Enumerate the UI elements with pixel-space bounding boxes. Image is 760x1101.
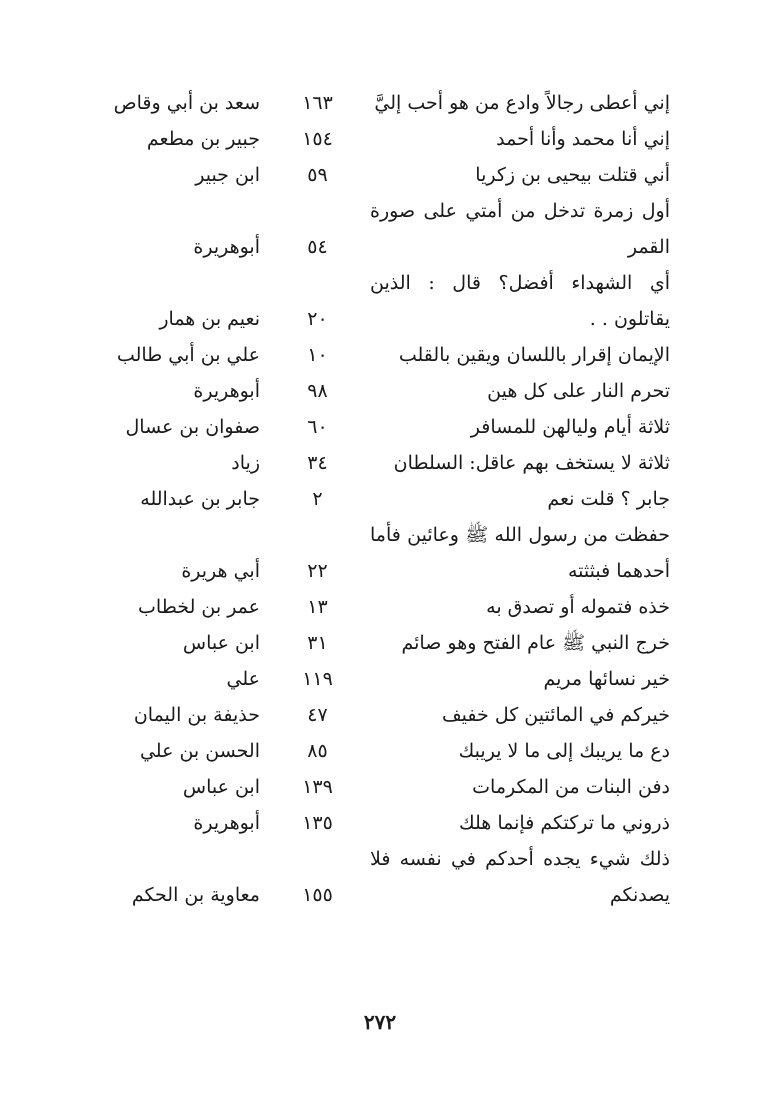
index-entry (100, 589, 670, 625)
hadith-text: ذلك شيء يجده أحدكم في نفسه فلا (370, 848, 670, 870)
hadith-text: خرج النبي ﷺ عام الفتح وهو صائم (401, 632, 670, 654)
entry-line (100, 589, 670, 625)
hadith-number: ٩٨ (307, 380, 328, 402)
hadith-number: ٤٧ (307, 704, 328, 726)
hadith-number: ١٣٥ (302, 812, 333, 834)
narrator-name: ابن عباس (182, 776, 260, 798)
hadith-text: أني قتلت بيحيى بن زكريا (475, 164, 670, 186)
hadith-number: ١١٩ (302, 668, 333, 690)
hadith-number: ٢٠ (307, 308, 328, 330)
entry-line (100, 841, 670, 877)
narrator-name: أبوهريرة (193, 236, 260, 258)
hadith-text: يصدنكم (609, 884, 670, 906)
entry-line (100, 229, 670, 265)
hadith-number: ٦٠ (307, 416, 328, 438)
hadith-number: ٣٤ (307, 452, 328, 474)
hadith-number: ٢٢ (307, 560, 328, 582)
entry-line (100, 373, 670, 409)
hadith-text: إني أعطى رجالاً وادع من هو أحب إليَّ (374, 92, 670, 114)
entry-line (100, 337, 670, 373)
index-entry (100, 769, 670, 805)
hadith-text: خير نسائها مريم (543, 668, 670, 690)
hadith-text: حفظت من رسول الله ﷺ وعائين فأما (370, 524, 670, 546)
entry-line (100, 769, 670, 805)
hadith-text: خذه فتموله أو تصدق به (486, 596, 670, 618)
hadith-number: ١٣ (307, 596, 328, 618)
hadith-text: تحرم النار على كل هين (487, 380, 670, 402)
entry-line (100, 409, 670, 445)
hadith-number: ٨٥ (307, 740, 328, 762)
hadith-text: يقاتلون . . (589, 308, 670, 330)
narrator-name: علي (226, 668, 260, 690)
hadith-text: دع ما يريبك إلى ما لا يريبك (458, 740, 670, 762)
index-entry (100, 445, 670, 481)
narrator-name: أبوهريرة (193, 380, 260, 402)
index-entry (100, 85, 670, 121)
entry-line (100, 553, 670, 589)
entry-line (100, 121, 670, 157)
hadith-number: ١٥٤ (302, 128, 333, 150)
index-entry (100, 121, 670, 157)
narrator-name: ابن عباس (182, 632, 260, 654)
hadith-text: ثلاثة لا يستخف بهم عاقل: السلطان (393, 452, 670, 474)
index-entry (100, 265, 670, 337)
entry-line (100, 193, 670, 229)
narrator-name: جبير بن مطعم (146, 128, 260, 150)
entry-line (100, 877, 670, 913)
entry-line (100, 445, 670, 481)
hadith-text: أول زمرة تدخل من أمتي على صورة (370, 200, 670, 222)
narrator-name: صفوان بن عسال (125, 416, 260, 438)
index-entry (100, 373, 670, 409)
hadith-number: ٥٤ (307, 236, 328, 258)
hadith-index-table (100, 85, 670, 913)
hadith-text: الإيمان إقرار باللسان ويقين بالقلب (398, 344, 670, 366)
hadith-number: ١٥٥ (302, 884, 333, 906)
hadith-text: ثلاثة أيام وليالهن للمسافر (470, 416, 670, 438)
hadith-text: أحدهما فبثثته (567, 560, 670, 582)
narrator-name: نعيم بن همار (159, 308, 260, 330)
hadith-text: دفن البنات من المكرمات (472, 776, 670, 798)
narrator-name: معاوية بن الحكم (131, 884, 260, 906)
hadith-text: إني أنا محمد وأنا أحمد (496, 128, 670, 150)
entry-line (100, 661, 670, 697)
entry-line (100, 733, 670, 769)
index-entry (100, 805, 670, 841)
index-entry (100, 337, 670, 373)
entry-line (100, 301, 670, 337)
hadith-number: ١٠ (307, 344, 328, 366)
hadith-text: القمر (627, 236, 670, 258)
entry-line (100, 85, 670, 121)
narrator-name: علي بن أبي طالب (116, 344, 260, 366)
narrator-name: جابر بن عبدالله (140, 488, 260, 510)
entry-line (100, 517, 670, 553)
index-entry (100, 625, 670, 661)
hadith-number: ٢ (312, 488, 323, 510)
hadith-text: جابر ؟ قلت نعم (547, 488, 670, 510)
index-entry (100, 409, 670, 445)
index-entry (100, 697, 670, 733)
narrator-name: حذيفة بن اليمان (133, 704, 260, 726)
narrator-name: أبوهريرة (193, 812, 260, 834)
entry-line (100, 805, 670, 841)
index-entry (100, 517, 670, 589)
hadith-number: ٣١ (307, 632, 328, 654)
hadith-number: ١٦٣ (302, 92, 333, 114)
entry-line (100, 265, 670, 301)
narrator-name: أبي هريرة (181, 560, 260, 582)
entry-line (100, 481, 670, 517)
hadith-text: ذروني ما تركتكم فإنما هلك (458, 812, 670, 834)
narrator-name: الحسن بن علي (139, 740, 260, 762)
entry-line (100, 697, 670, 733)
index-entry (100, 157, 670, 193)
page-number: ٢٧٢ (363, 1010, 397, 1034)
hadith-number: ٥٩ (307, 164, 328, 186)
index-entry (100, 193, 670, 265)
index-entry (100, 841, 670, 913)
index-entry (100, 661, 670, 697)
narrator-name: سعد بن أبي وقاص (113, 92, 260, 114)
hadith-text: خيركم في المائتين كل خفيف (442, 704, 670, 726)
hadith-number: ١٣٩ (302, 776, 333, 798)
entry-line (100, 625, 670, 661)
narrator-name: زياد (231, 452, 260, 474)
index-entry (100, 733, 670, 769)
narrator-name: ابن جبير (195, 164, 260, 186)
hadith-text: أي الشهداء أفضل؟ قال : الذين (370, 272, 670, 294)
entry-line (100, 157, 670, 193)
index-entry (100, 481, 670, 517)
narrator-name: عمر بن لخطاب (138, 596, 260, 618)
